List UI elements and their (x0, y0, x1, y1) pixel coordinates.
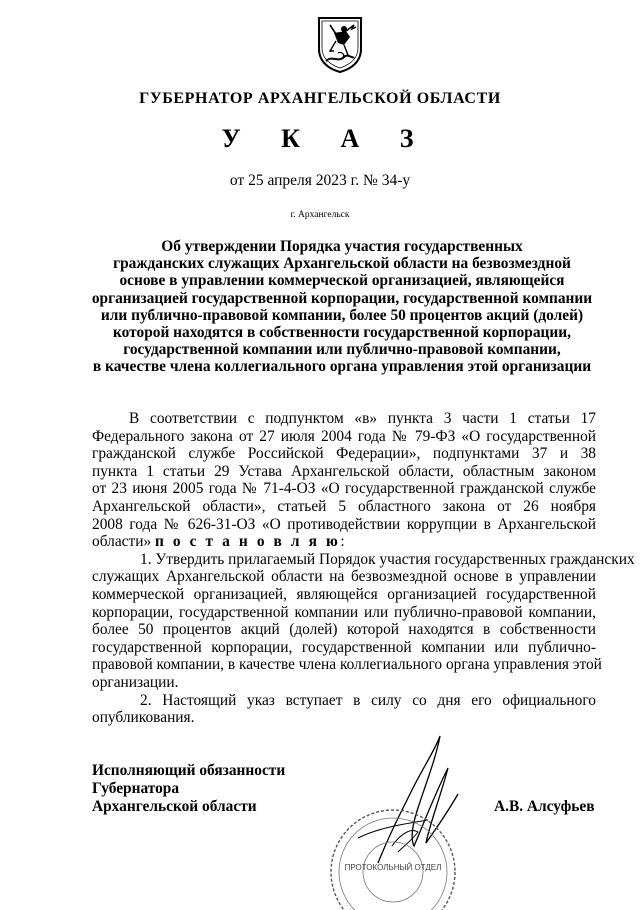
position-line: Исполняющий обязанности (92, 762, 286, 779)
heading-line: основе в управлении коммерческой организацией, являющейся (119, 272, 565, 290)
item-1-line: правовой компании, в качестве члена коллегиального органа управления этой (92, 656, 602, 674)
round-seal-stamp (318, 800, 468, 910)
preamble-line: пункта 1 статьи 29 Устава Архангельской области, областным законом (92, 462, 596, 480)
item-1-line: 1. Утвердить прилагаемый Порядок участия государственных гражданских (140, 550, 635, 568)
issuer-title: ГУБЕРНАТОР АРХАНГЕЛЬСКОЙ ОБЛАСТИ (139, 90, 501, 107)
decree-colon: : (340, 533, 345, 551)
item-2-line: 2. Настоящий указ вступает в силу со дня его официального (140, 691, 596, 709)
preamble-line: от 23 июня 2005 года № 71-4-ОЗ «О государственной гражданской службе (92, 480, 596, 498)
heading-line: государственной компании или публично-правовой компании, (123, 341, 561, 359)
coat-of-arms-icon (316, 15, 364, 73)
preamble-line: Федерального закона от 27 июля 2004 года № 79-ФЗ «О государственной (92, 427, 596, 445)
item-1-line: коммерческой организацией, являющейся организацией государственной (92, 585, 596, 603)
document-date-number: от 25 апреля 2023 г. № 34-у (229, 172, 411, 189)
item-1-line: более 50 процентов акций (долей) которой находятся в собственности (92, 621, 596, 639)
preamble-line: В соответствии с подпунктом «в» пункта 3 части 1 статьи 17 (129, 410, 596, 427)
position-line: Архангельской области (92, 798, 257, 815)
stamp-text: ПРОТОКОЛЬНЫЙ ОТДЕЛ (344, 863, 442, 872)
preamble-closing-line (92, 533, 596, 551)
heading-line: или публично-правовой компании, более 50 процентов акций (долей) (100, 306, 584, 324)
document-type: У К А З (221, 124, 431, 153)
decree-word: п о с т а н о в л я ю (155, 533, 341, 551)
heading-line: организацией государственной корпорации, государственной компании (91, 289, 593, 307)
item-1-line: корпорации, государственной компании или публично-правовой компании, (92, 603, 596, 621)
signatory-position (92, 762, 285, 816)
preamble-line: Архангельской области», статьей 5 областного закона от 26 ноября (92, 497, 596, 515)
item-1-line: государственной корпорации, государственной компании или публично- (92, 638, 596, 656)
heading-line: гражданских служащих Архангельской области на безвозмездной (113, 255, 571, 273)
svg-text:ПРОТОКОЛЬНЫЙ ОТДЕЛ (345, 863, 442, 872)
item-1-line: служащих Архангельской области на безвозмездной основе в управлении (92, 568, 596, 586)
heading-line: в качестве члена коллегиального органа управления этой организации (92, 358, 592, 376)
signatory-name: А.В. Алсуфьев (494, 798, 595, 815)
preamble-line: 2008 года № 626-31-ОЗ «О противодействии коррупции в Архангельской (92, 515, 596, 533)
heading-line: которой находятся в собственности государственной корпорации, (113, 324, 571, 342)
preamble-line: гражданской службе Российской Федерации», подпунктами 37 и 38 (92, 445, 596, 463)
document-city: г. Архангельск (290, 210, 350, 220)
preamble-end: области» (92, 533, 152, 551)
decree-heading (88, 238, 596, 376)
position-line: Губернатора (92, 780, 180, 797)
heading-line: Об утверждении Порядка участия государственных (161, 238, 523, 255)
item-2-line: опубликования. (92, 709, 195, 727)
item-1-line: организации. (92, 673, 179, 691)
decree-body (92, 410, 635, 727)
